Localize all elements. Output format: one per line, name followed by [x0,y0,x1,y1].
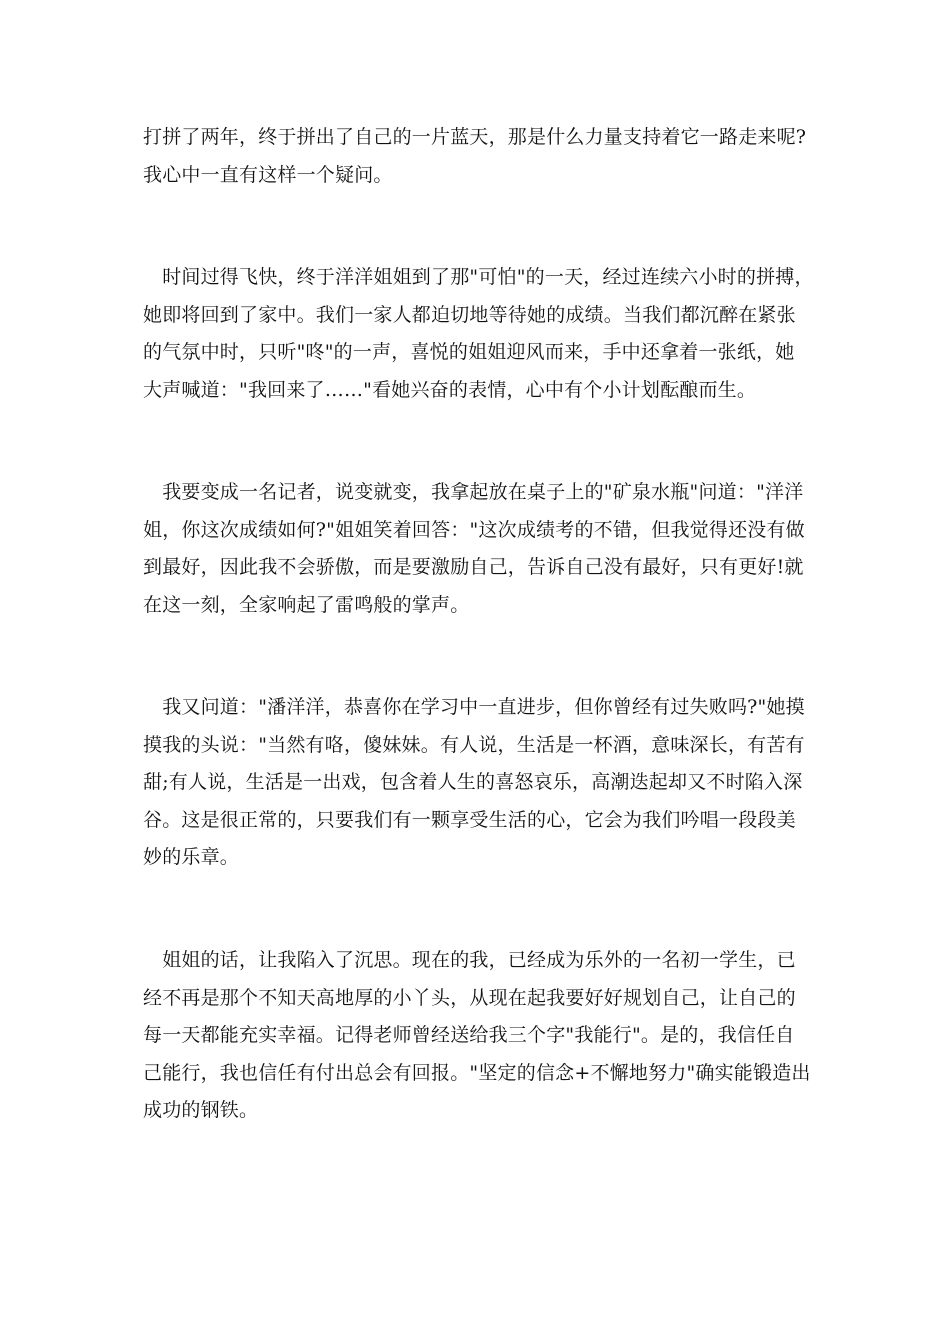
text-line: 打拼了两年，终于拼出了自己的一片蓝天，那是什么力量支持着它一路走来呢? [143,126,807,148]
text-line: 己能行，我也信任有付出总会有回报。"坚定的信念+不懈地努力"确实能锻造出 [143,1061,811,1084]
text-line: 谷。这是很正常的，只要我们有一颗享受生活的心，它会为我们吟唱一段段美 [143,808,796,831]
text-line: 我又问道："潘洋洋，恭喜你在学习中一直进步，但你曾经有过失败吗?"她摸 [143,696,805,718]
text-line: 每一天都能充实幸福。记得老师曾经送给我三个字"我能行"。是的，我信任自 [143,1024,795,1046]
text-line: 时间过得飞快，终于洋洋姐姐到了那"可怕"的一天，经过连续六小时的拼搏， [143,266,814,288]
text-line: 经不再是那个不知天高地厚的小丫头，从现在起我要好好规划自己，让自己的 [143,986,796,1009]
paragraph-5 [143,942,813,1130]
text-line: 摸我的头说："当然有咯，傻妹妹。有人说，生活是一杯酒，意味深长，有苦有 [143,733,805,756]
paragraph-3 [143,474,813,624]
text-line: 的气氛中时，只听"咚"的一声，喜悦的姐姐迎风而来，手中还拿着一张纸，她 [143,341,795,363]
text-line: 我要变成一名记者，说变就变，我拿起放在桌子上的"矿泉水瓶"问道："洋洋 [143,481,804,503]
paragraph-1 [143,119,813,194]
text-line: 甜;有人说，生活是一出戏，包含着人生的喜怒哀乐，高潮迭起却又不时陷入深 [143,771,803,793]
text-line: 到最好，因此我不会骄傲，而是要激励自己，告诉自己没有最好，只有更好!就 [143,556,804,578]
text-line: 成功的钢铁。 [143,1099,259,1121]
text-line: 她即将回到了家中。我们一家人都迫切地等待她的成绩。当我们都沉醉在紧张 [143,303,796,326]
text-line: 我心中一直有这样一个疑问。 [143,163,393,186]
text-line: 妙的乐章。 [143,846,240,868]
paragraph-4 [143,689,813,877]
text-line: 姐姐的话，让我陷入了沉思。现在的我，已经成为乐外的一名初一学生，已 [143,949,796,971]
text-line: 在这一刻，全家响起了雷鸣般的掌声。 [143,593,470,616]
paragraph-2 [143,259,813,409]
text-line: 姐，你这次成绩如何?"姐姐笑着回答："这次成绩考的不错，但我觉得还没有做 [143,518,805,541]
text-line: 大声喊道："我回来了……"看她兴奋的表情，心中有个小计划酝酿而生。 [143,378,757,401]
